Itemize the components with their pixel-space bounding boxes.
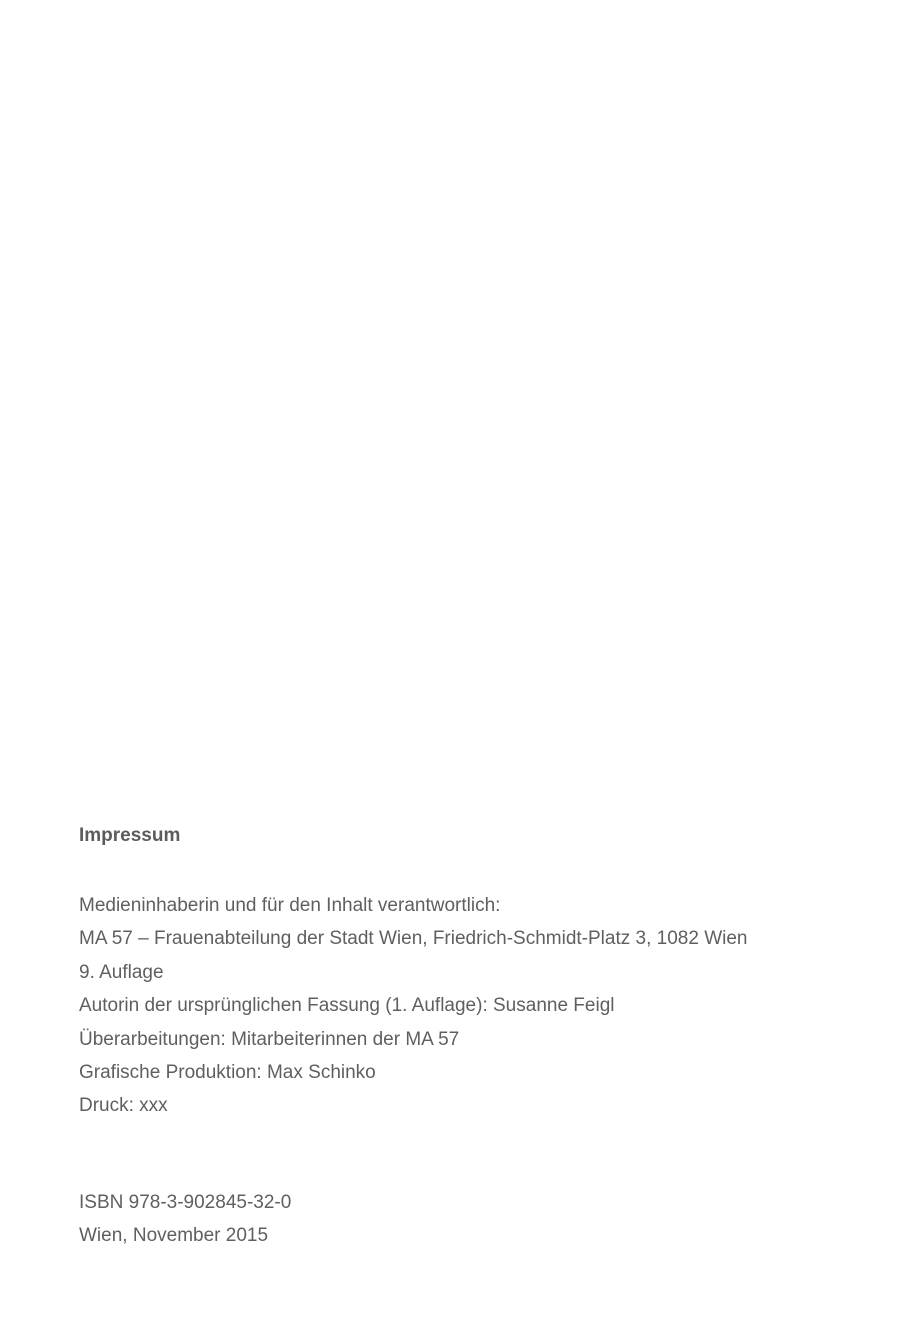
- revisions-line: Überarbeitungen: Mitarbeiterinnen der MA 57: [79, 1028, 460, 1050]
- impressum-lines: [79, 889, 859, 1123]
- edition-line: 9. Auflage: [79, 961, 164, 983]
- author-line: Autorin der ursprünglichen Fassung (1. Auflage): Susanne Feigl: [79, 995, 615, 1017]
- place-date-line: Wien, November 2015: [79, 1225, 269, 1247]
- publisher-label-line: Medieninhaberin und für den Inhalt verantwortlich:: [79, 895, 501, 916]
- publication-info: [79, 1186, 679, 1253]
- impressum-section: [79, 822, 859, 1123]
- print-line: Druck: xxx: [79, 1095, 168, 1117]
- impressum-title: Impressum: [79, 825, 181, 846]
- publisher-address-line: MA 57 – Frauenabteilung der Stadt Wien, Friedrich-Schmidt-Platz 3, 1082 Wien: [79, 928, 748, 950]
- isbn-line: ISBN 978-3-902845-32-0: [79, 1192, 292, 1213]
- graphic-production-line: Grafische Produktion: Max Schinko: [79, 1062, 376, 1084]
